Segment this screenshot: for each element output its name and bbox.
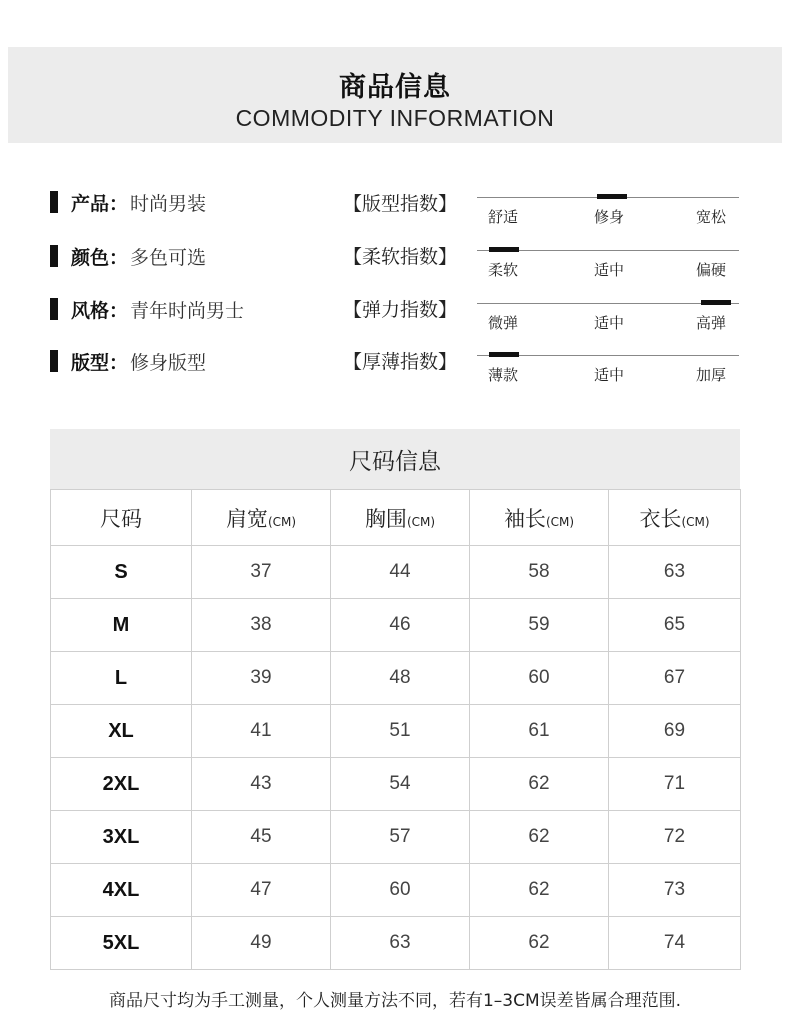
measurement-cell: 69: [609, 705, 741, 758]
size-table-header: [50, 429, 740, 489]
table-header-row: [51, 490, 741, 546]
info-value: 多色可选: [130, 246, 207, 269]
index-title-fit: 【版型指数】: [343, 193, 458, 215]
column-header-name: 衣长: [639, 506, 682, 531]
info-row-color: [50, 242, 206, 270]
size-cell: 3XL: [51, 811, 192, 864]
scale-label-right: 加厚: [696, 366, 727, 384]
measurement-cell: 62: [470, 811, 609, 864]
bullet-bar: [50, 298, 58, 320]
scale-label-right: 偏硬: [696, 261, 727, 279]
scale-marker: [489, 247, 519, 252]
size-cell: L: [51, 652, 192, 705]
table-row: [51, 811, 741, 864]
size-cell: 4XL: [51, 864, 192, 917]
table-row: [51, 917, 741, 970]
scale-label-left: 微弹: [488, 314, 519, 332]
measurement-cell: 60: [331, 864, 470, 917]
scale-label-right: 宽松: [696, 208, 727, 226]
measurement-cell: 62: [470, 758, 609, 811]
measurement-cell: 63: [331, 917, 470, 970]
measurement-cell: 62: [470, 864, 609, 917]
index-title-thickness: 【厚薄指数】: [343, 351, 458, 373]
info-label: 颜色：: [71, 246, 129, 269]
measurement-cell: 41: [192, 705, 331, 758]
scale-label-middle: 适中: [594, 366, 625, 384]
scale-label-middle: 适中: [594, 261, 625, 279]
page-subtitle: COMMODITY INFORMATION: [235, 105, 555, 131]
size-cell: 5XL: [51, 917, 192, 970]
column-header: [470, 490, 609, 546]
measurement-cell: 73: [609, 864, 741, 917]
bullet-bar: [50, 191, 58, 213]
column-header: [192, 490, 331, 546]
measurement-cell: 67: [609, 652, 741, 705]
column-header: [609, 490, 741, 546]
bullet-bar: [50, 350, 58, 372]
measurement-cell: 63: [609, 546, 741, 599]
table-row: [51, 758, 741, 811]
bullet-bar: [50, 245, 58, 267]
column-header-unit: (CM): [681, 514, 710, 529]
measurement-cell: 72: [609, 811, 741, 864]
measurement-note: 商品尺寸均为手工测量，个人测量方法不同，若有1–3CM误差皆属合理范围.: [108, 991, 682, 1011]
info-label: 风格：: [71, 299, 129, 322]
scale-label-left: 柔软: [488, 261, 519, 279]
table-row: [51, 864, 741, 917]
info-row-product: [50, 188, 206, 216]
column-header-name: 袖长: [503, 506, 546, 531]
page-title: 商品信息: [339, 72, 451, 103]
scale-marker: [597, 194, 627, 199]
measurement-cell: 39: [192, 652, 331, 705]
measurement-cell: 61: [470, 705, 609, 758]
scale-label-left: 薄款: [488, 366, 519, 384]
measurement-cell: 37: [192, 546, 331, 599]
size-table: [50, 489, 741, 970]
table-row: [51, 705, 741, 758]
column-header: [51, 490, 192, 546]
measurement-cell: 47: [192, 864, 331, 917]
measurement-cell: 65: [609, 599, 741, 652]
info-label: 产品：: [71, 192, 129, 215]
measurement-cell: 57: [331, 811, 470, 864]
table-row: [51, 652, 741, 705]
measurement-cell: 43: [192, 758, 331, 811]
column-header: [331, 490, 470, 546]
measurement-cell: 58: [470, 546, 609, 599]
info-value: 修身版型: [130, 351, 207, 374]
info-label: 版型：: [71, 351, 129, 374]
column-header-unit: (CM): [267, 514, 297, 529]
scale-marker: [489, 352, 519, 357]
measurement-cell: 71: [609, 758, 741, 811]
index-scale-softness: [477, 250, 739, 290]
size-cell: XL: [51, 705, 192, 758]
info-row-style: [50, 295, 244, 323]
measurement-cell: 74: [609, 917, 741, 970]
measurement-cell: 38: [192, 599, 331, 652]
info-value: 时尚男装: [130, 192, 207, 215]
index-title-softness: 【柔软指数】: [343, 246, 458, 268]
scale-label-right: 高弹: [696, 314, 727, 332]
measurement-cell: 49: [192, 917, 331, 970]
index-scale-elasticity: [477, 303, 739, 343]
measurement-cell: 62: [470, 917, 609, 970]
table-row: [51, 546, 741, 599]
column-header-name: 胸围: [364, 506, 407, 531]
scale-marker: [701, 300, 731, 305]
measurement-cell: 60: [470, 652, 609, 705]
column-header-name: 肩宽: [225, 506, 268, 531]
size-cell: 2XL: [51, 758, 192, 811]
scale-line: [477, 303, 739, 304]
measurement-cell: 45: [192, 811, 331, 864]
measurement-cell: 59: [470, 599, 609, 652]
measurement-cell: 46: [331, 599, 470, 652]
measurement-cell: 44: [331, 546, 470, 599]
measurement-cell: 54: [331, 758, 470, 811]
index-scale-thickness: [477, 355, 739, 395]
size-table-title: 尺码信息: [349, 449, 441, 475]
measurement-cell: 48: [331, 652, 470, 705]
column-header-unit: (CM): [545, 514, 575, 529]
index-title-elasticity: 【弹力指数】: [343, 299, 458, 321]
column-header-unit: (CM): [406, 514, 436, 529]
size-cell: M: [51, 599, 192, 652]
index-scale-fit: [477, 197, 739, 237]
info-value: 青年时尚男士: [130, 299, 245, 322]
scale-label-left: 舒适: [488, 208, 519, 226]
measurement-cell: 51: [331, 705, 470, 758]
column-header-name: 尺码: [100, 506, 142, 531]
info-row-fit: [50, 347, 206, 375]
table-row: [51, 599, 741, 652]
header-banner: [8, 47, 782, 143]
size-cell: S: [51, 546, 192, 599]
scale-label-middle: 适中: [594, 314, 625, 332]
scale-label-middle: 修身: [594, 208, 625, 226]
